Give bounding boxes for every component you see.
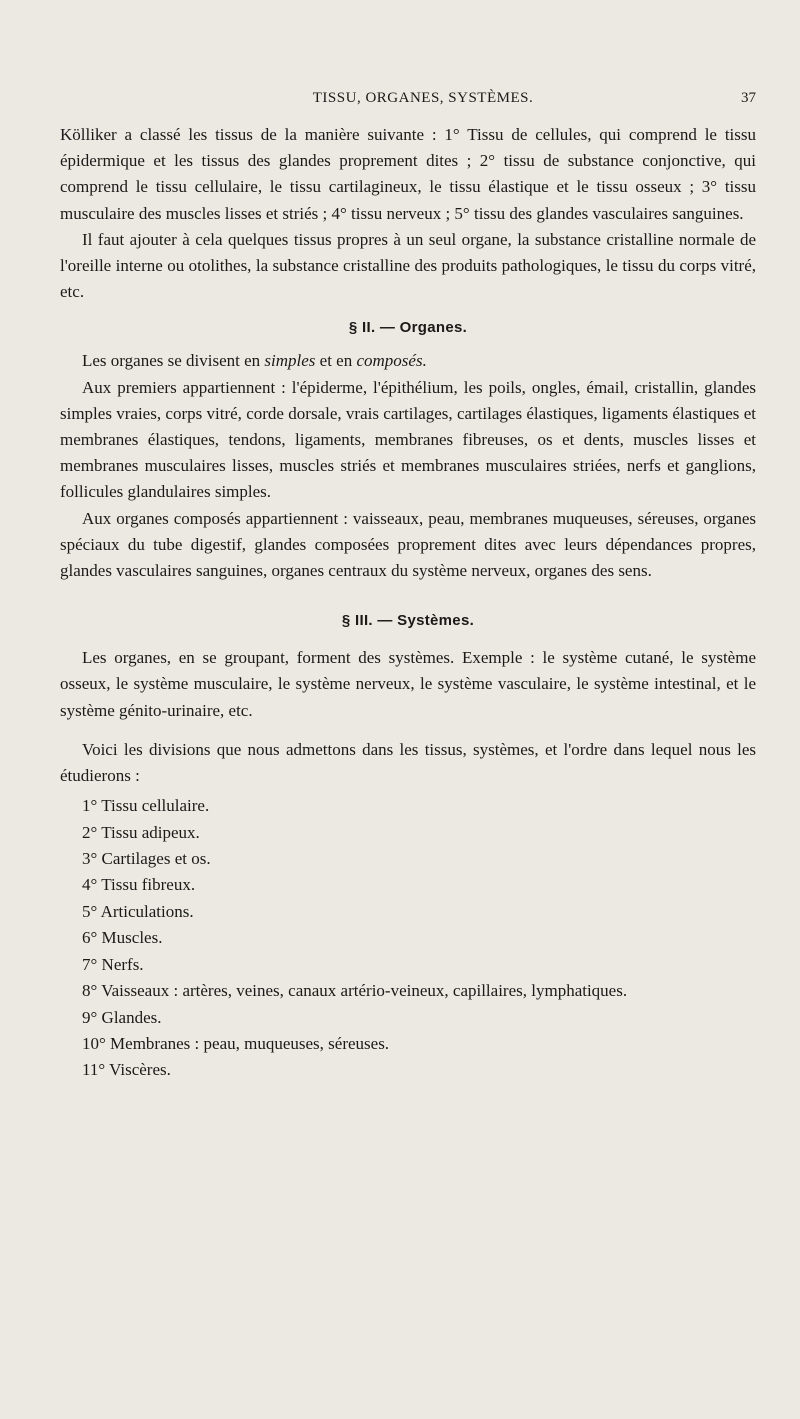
section-heading-organes: § II. — Organes. — [348, 319, 468, 337]
systemes-paragraph-1: Les organes, en se groupant, forment des systèmes. Exemple : le système cutané, le système osseux, le système musculaire, le système nerveux, le système vasculaire, le système intestinal, et le système génito-urinaire, etc. — [60, 648, 756, 720]
list-item: 7° Nerfs. — [82, 954, 144, 974]
list-item: 10° Membranes : peau, muqueuses, séreuses. — [82, 1033, 390, 1053]
list-item: 11° Viscères. — [82, 1060, 171, 1080]
organes-paragraph-1: Aux premiers appartiennent : l'épiderme, l'épithélium, les poils, ongles, émail, cristallin, glandes simples vraies, corps vitré, corde dorsale, vrais cartilages, cartilages élastiques, ligaments élastiques et membranes élastiques, tendons, ligaments, membranes fibreuses, os et dents, muscles lisses et membranes musculaires lisses, muscles striés et membranes musculaires striées, nerfs et ganglions, follicules glandulaires simples. — [60, 377, 756, 502]
list-item: 3° Cartilages et os. — [82, 849, 211, 869]
systemes-paragraph-2: Voici les divisions que nous admettons dans les tissus, systèmes, et l'ordre dans lequel nous les étudierons : — [60, 739, 756, 786]
list-item: 1° Tissu cellulaire. — [82, 796, 210, 816]
list-item: 8° Vaisseaux : artères, veines, canaux artério-veineux, capillaires, lymphatiques. — [82, 981, 628, 1001]
list-item: 5° Articulations. — [82, 901, 194, 921]
page-number: 37 — [741, 90, 756, 106]
organes-paragraph-2: Aux organes composés appartiennent : vaisseaux, peau, membranes muqueuses, séreuses, organes spéciaux du tube digestif, glandes composées proprement dites avec leurs dépendances propres, glandes vasculaires sanguines, organes centraux du système nerveux, organes des sens. — [60, 508, 756, 581]
paragraph-spacer — [60, 724, 756, 737]
running-title: TISSU, ORGANES, SYSTÈMES. — [312, 90, 534, 106]
body-text — [60, 122, 756, 1084]
organes-intro-middle: et en — [315, 351, 357, 371]
divisions-list — [60, 793, 756, 1083]
list-item: 6° Muscles. — [82, 928, 163, 948]
organes-intro — [60, 348, 756, 374]
organes-intro-before: Les organes se divisent en — [82, 351, 265, 371]
tissus-paragraph-2: Il faut ajouter à cela quelques tissus propres à un seul organe, la substance cristalline normale de l'oreille interne ou otolithes, la substance cristalline des produits pathologiques, le tissu du corps vitré, etc. — [60, 229, 756, 302]
organes-intro-simple: simples — [264, 351, 316, 371]
list-item: 9° Glandes. — [82, 1007, 162, 1027]
tissus-paragraph-1: Kölliker a classé les tissus de la manière suivante : 1° Tissu de cellules, qui comprend le tissu épidermique et les tissus des glandes proprement dites ; 2° tissu de substance conjonctive, qui comprend le tissu cellulaire, le tissu cartilagineux, le tissu élastique et le tissu osseux ; 3° tissu musculaire des muscles lisses et striés ; 4° tissu nerveux ; 5° tissu des glandes vasculaires sanguines. — [60, 125, 756, 223]
list-item: 2° Tissu adipeux. — [82, 822, 200, 842]
section-heading-systemes: § III. — Systèmes. — [341, 612, 475, 630]
list-item: 4° Tissu fibreux. — [82, 875, 196, 895]
organes-intro-compose: composés. — [356, 351, 427, 371]
book-page — [0, 82, 800, 1419]
running-head — [60, 82, 756, 122]
